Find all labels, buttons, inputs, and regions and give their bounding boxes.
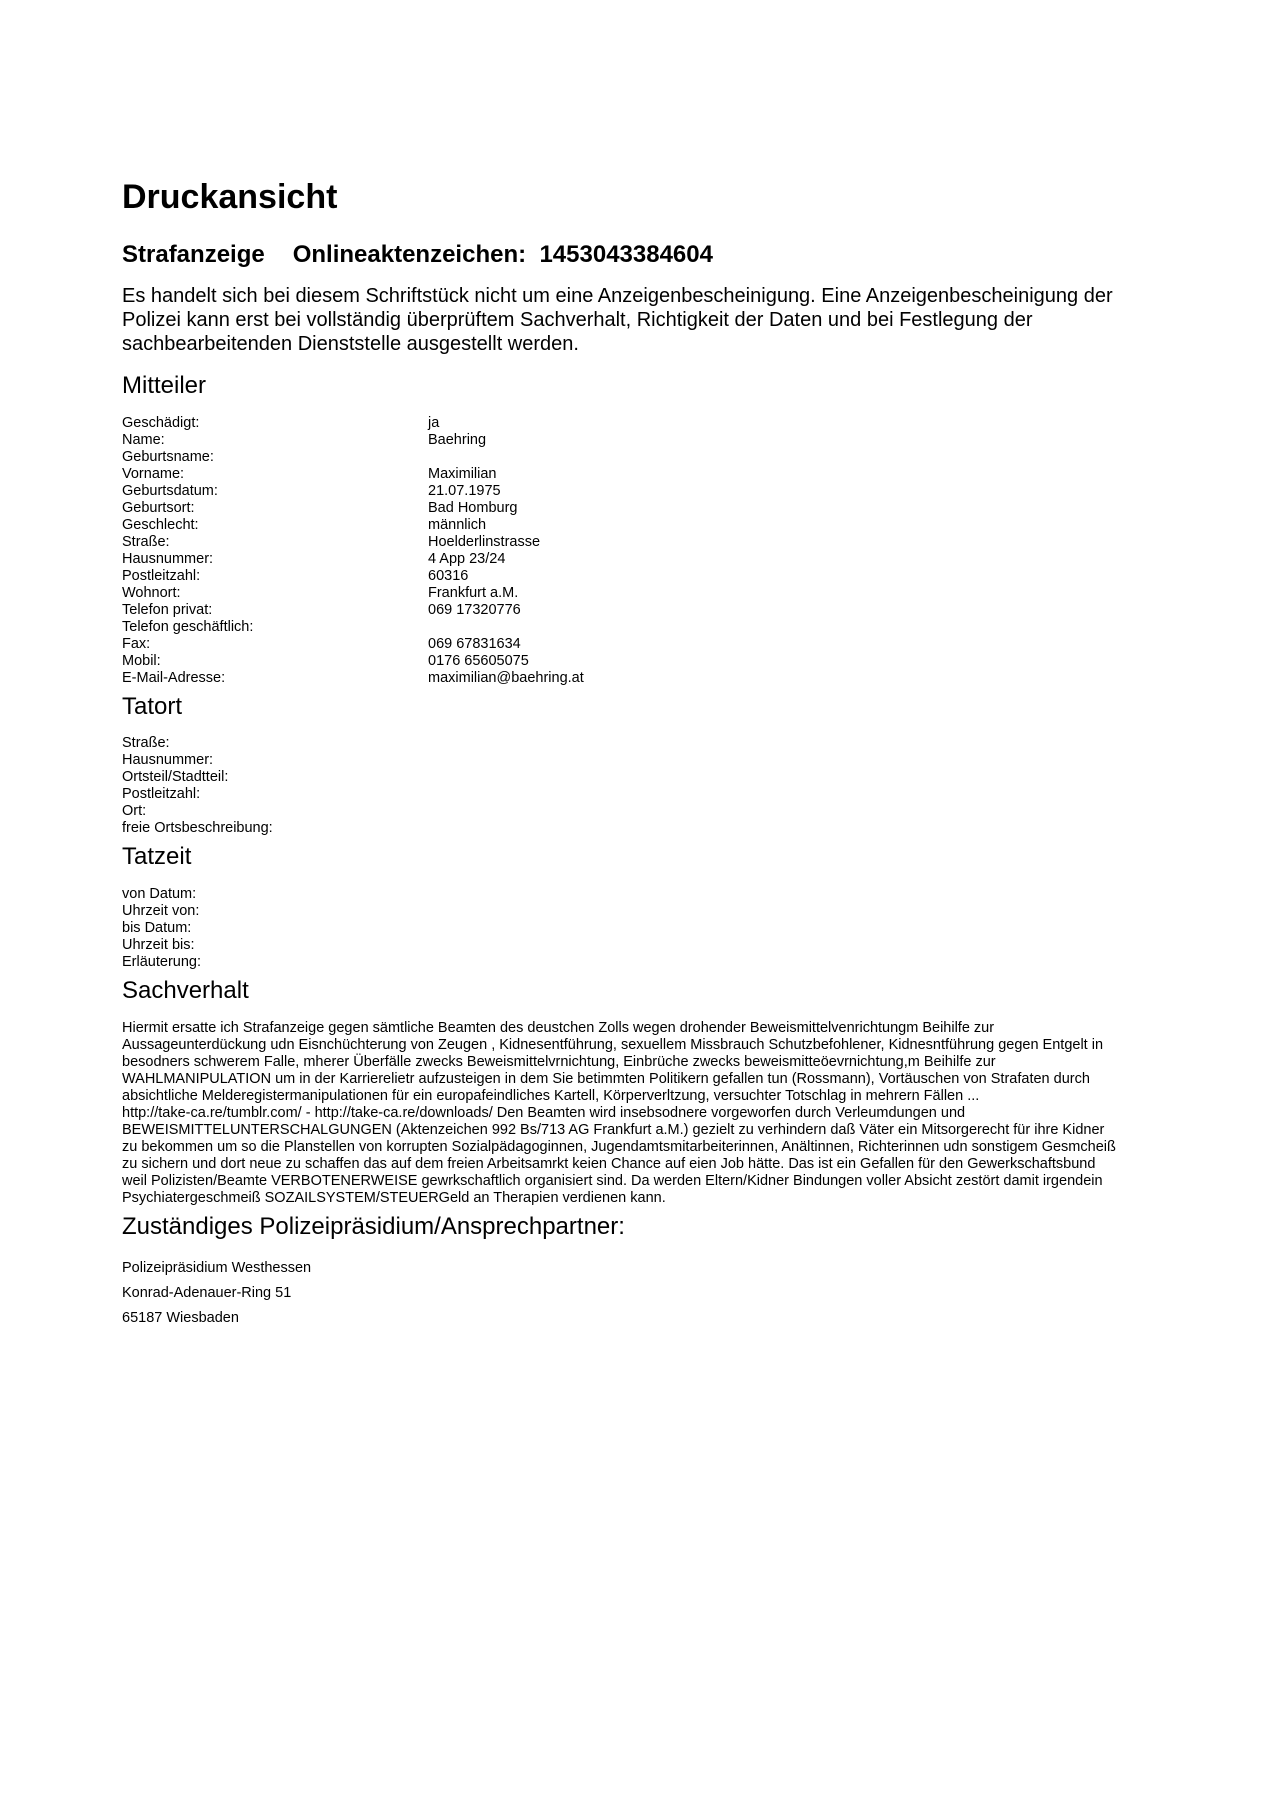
sachverhalt-line: besodners schwerem Falle, mherer Überfälle zwecks Beweismittelvrnichtung, Einbrüche zwecks beweismitteöevrnichtung,m Beihilfe zur [122,1054,996,1071]
field-row [122,937,1172,954]
field-label: E-Mail-Adresse: [122,669,226,686]
field-label: freie Ortsbeschreibung: [122,820,273,837]
field-value: 069 67831634 [428,635,521,652]
field-label: Postleitzahl: [122,786,201,803]
field-label: Uhrzeit von: [122,903,200,920]
print-view-page [122,178,1172,1335]
field-row [122,534,1172,551]
field-label: Geburtsname: [122,448,214,465]
address-line: Konrad-Adenauer-Ring 51 [122,1284,292,1301]
disclaimer-notice: Es handelt sich bei diesem Schriftstück nicht um eine Anzeigenbescheinigung. Eine Anzeigenbescheinigung der Polizei kann erst bei vollständig überprüftem Sachverhalt, Richtigkeit der Daten und bei Festlegung der sachbearbeitenden Dienststelle ausgestellt werden. [122,284,1113,355]
field-label: Ortsteil/Stadtteil: [122,769,229,786]
field-label: Mobil: [122,652,161,669]
field-label: Geburtsort: [122,499,195,516]
field-row [122,636,1172,653]
field-row [122,500,1172,517]
page-title: Druckansicht [122,178,338,216]
field-row [122,585,1172,602]
field-row [122,920,1172,937]
field-label: Telefon geschäftlich: [122,618,254,635]
field-label: Hausnummer: [122,752,214,769]
field-label: Vorname: [122,465,185,482]
field-row [122,483,1172,500]
section-heading-mitteiler: Mitteiler [122,371,207,399]
field-row [122,449,1172,466]
field-row [122,551,1172,568]
field-label: Wohnort: [122,584,181,601]
sachverhalt-line: WAHLMANIPULATION um in der Karrierelietr aufzusteigen in dem Sie betimmten Politikern gefallen tun (Rossmann), Vortäuschen von Strafaten durch [122,1071,1090,1088]
field-label: Geburtsdatum: [122,482,218,499]
field-row [122,954,1172,971]
field-label: Straße: [122,735,170,752]
field-row [122,653,1172,670]
field-label: Straße: [122,533,170,550]
field-row [122,786,1172,803]
reference-number: 1453043384604 [539,241,713,269]
field-value: Baehring [428,431,487,448]
report-type: Strafanzeige [122,241,265,269]
field-value: 069 17320776 [428,601,521,618]
sachverhalt-line: BEWEISMITTELUNTERSCHALGUNGEN (Aktenzeichen 992 Bs/713 AG Frankfurt a.M.) gezielt zu verhindern daß Väter ein Mitsorgerecht für ihre Kidner [122,1122,1105,1139]
field-value: 21.07.1975 [428,482,501,499]
field-value: 4 App 23/24 [428,550,506,567]
field-row [122,769,1172,786]
field-label: Fax: [122,635,151,652]
address-line: Polizeipräsidium Westhessen [122,1259,312,1276]
field-label: Postleitzahl: [122,567,201,584]
field-label: Hausnummer: [122,550,214,567]
field-row [122,886,1172,903]
field-row [122,903,1172,920]
tatzeit-fields [122,886,1172,971]
sachverhalt-text [122,1020,1172,1207]
field-value: Hoelderlinstrasse [428,533,541,550]
field-row [122,415,1172,432]
section-heading-zustaendig: Zuständiges Polizeipräsidium/Ansprechpartner: [122,1213,625,1241]
reference-label: Onlineaktenzeichen: [292,241,527,269]
field-row [122,752,1172,769]
field-row [122,619,1172,636]
tatort-fields [122,735,1172,837]
field-label: Name: [122,431,165,448]
sachverhalt-line: zu sichern und dort neue zu schaffen das auf dem freien Arbeitsamrkt keien Chance auf eien Job hätte. Das ist ein Gefallen für den Gewerkschaftsbund [122,1156,1096,1173]
field-value: 0176 65605075 [428,652,529,669]
field-label: Geschädigt: [122,414,200,431]
field-label: bis Datum: [122,920,192,937]
field-row [122,517,1172,534]
sachverhalt-line: Aussageunterdückung udn Eisnchüchterung von Zeugen , Kidnesentführung, sexuellem Missbrauch Schutzbefohlener, Kidnesntführung gegen Entgelt in [122,1037,1104,1054]
section-heading-tatort: Tatort [122,692,183,720]
field-value: männlich [428,516,487,533]
sachverhalt-line: http://take-ca.re/tumblr.com/ - http://take-ca.re/downloads/ Den Beamten wird insebsodnere vorgeworfen durch Verleumdungen und [122,1105,966,1122]
field-row [122,735,1172,752]
field-label: von Datum: [122,886,197,903]
field-row [122,602,1172,619]
address-line: 65187 Wiesbaden [122,1309,239,1326]
sachverhalt-line: Hiermit ersatte ich Strafanzeige gegen sämtliche Beamten des deustchen Zolls wegen drohender Beweismittelvenrichtungm Beihilfe zur [122,1020,995,1037]
sachverhalt-line: absichtliche Melderegistermanipulationen für ein europafeindliches Kartell, Körperverltzung, versuchter Totschlag in mehrern Fällen ... [122,1088,980,1105]
field-label: Uhrzeit bis: [122,937,195,954]
field-value: Maximilian [428,465,497,482]
field-label: Telefon privat: [122,601,213,618]
field-label: Ort: [122,803,147,820]
field-label: Erläuterung: [122,954,201,971]
field-value: ja [428,414,440,431]
field-value: Bad Homburg [428,499,518,516]
section-heading-sachverhalt: Sachverhalt [122,977,249,1005]
field-value: maximilian@baehring.at [428,669,584,686]
field-row [122,670,1172,687]
field-row [122,820,1172,837]
sachverhalt-line: weil Polizisten/Beamte VERBOTENERWEISE gewrkschaftlich organisiert sind. Da werden Eltern/Kidner Bindungen voller Absicht zestört damit irgendein [122,1173,1103,1190]
mitteiler-fields [122,415,1172,687]
field-label: Geschlecht: [122,516,199,533]
section-heading-tatzeit: Tatzeit [122,843,192,871]
sachverhalt-line: Psychiatergeschmeiß SOZAILSYSTEM/STEUERGeld an Therapien verdienen kann. [122,1190,666,1207]
police-address [122,1256,1172,1327]
field-value: 60316 [428,567,469,584]
field-row [122,803,1172,820]
field-row [122,568,1172,585]
field-value: Frankfurt a.M. [428,584,519,601]
sachverhalt-line: zu bekommen um so die Planstellen von korrupten Sozialpädagoginnen, Jugendamtsmitarbeiterinnen, Anältinnen, Richterinnen udn sonstigem Gesmcheiß [122,1139,1116,1156]
field-row [122,432,1172,449]
report-subtitle [122,241,1172,270]
field-row [122,466,1172,483]
